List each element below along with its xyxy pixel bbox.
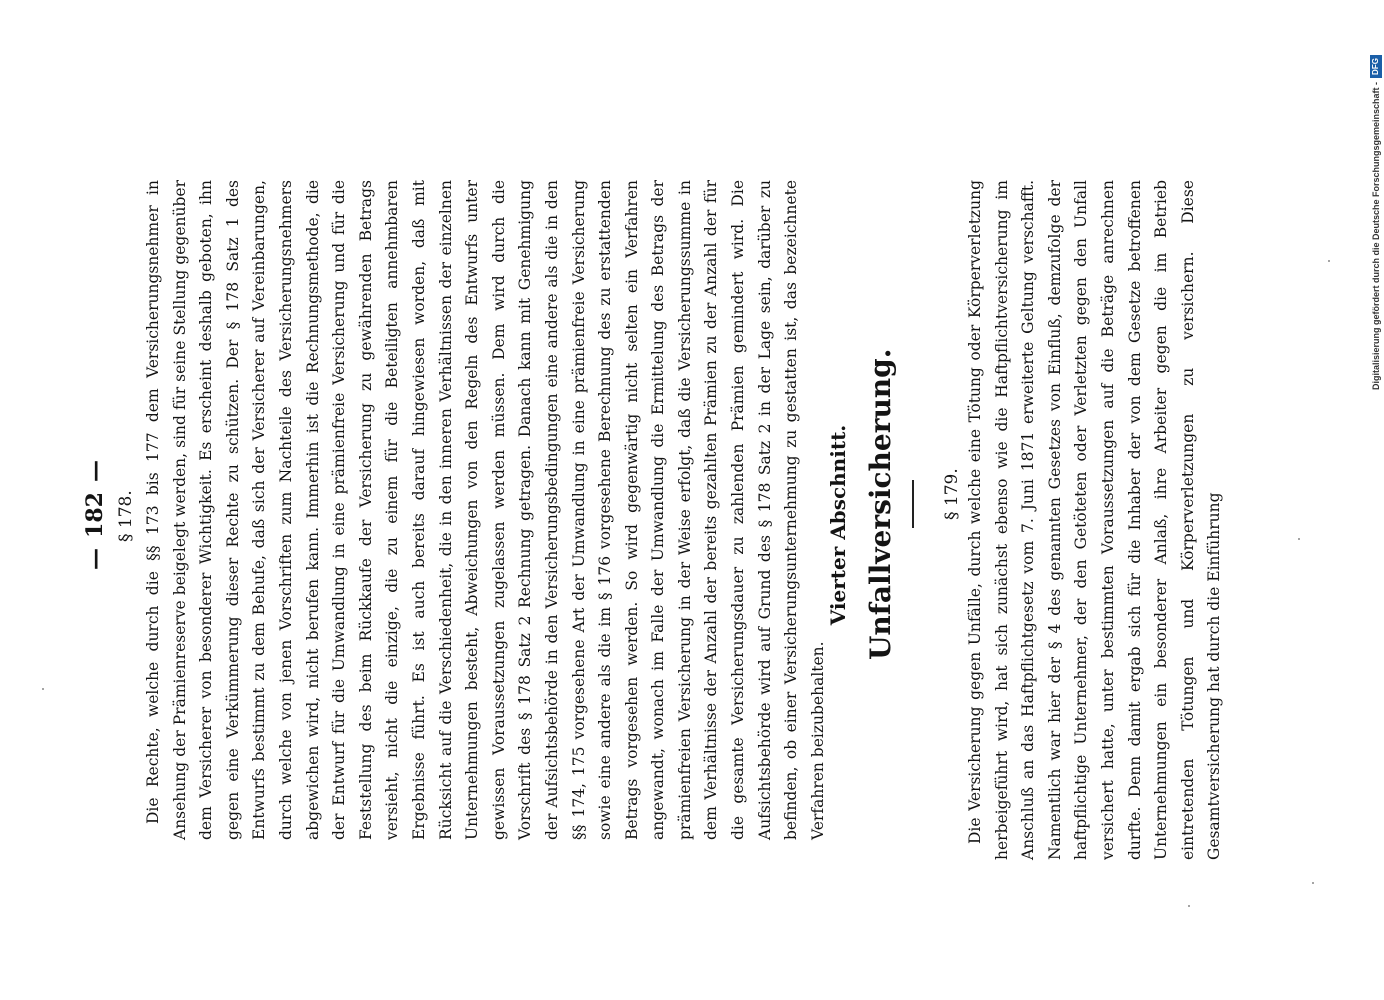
- running-header: [78, 460, 112, 570]
- page-number: 182: [82, 492, 108, 538]
- scan-speck: [1328, 260, 1330, 262]
- section-178-heading: § 178.: [116, 490, 136, 542]
- chapter-title: Unfallversicherung.: [864, 348, 897, 660]
- digitization-credit: [1368, 10, 1384, 390]
- section-179-heading: § 179.: [942, 468, 962, 520]
- section-179-body: [962, 180, 1224, 860]
- scan-speck: [1312, 882, 1314, 884]
- dfg-logo: DFG: [1370, 55, 1382, 78]
- scan-speck: [42, 688, 44, 690]
- header-dash-right: —: [82, 460, 108, 482]
- divider-rule: [912, 480, 914, 528]
- section-178-paragraph: Die Rechte, welche durch die §§ 173 bis 177 dem Versicherungsnehmer in Ansehung der Prämienreserve beigelegt werden, sind für seine Stellung gegenüber dem Versicherer von besonderer Wichtigkeit. Es erscheint deshalb geboten, ihn gegen eine Verkümmerung dieser Rechte zu schützen. Der § 178 Satz 1 des Entwurfs bestimmt zu dem Behufe, daß sich der Versicherer auf Vereinbarungen, durch welche von jenen Vorschriften zum Nachteile des Versicherungsnehmers abgewichen wird, nicht berufen kann. Immerhin ist die Rechnungsmethode, die der Entwurf für die Umwandlung in eine prämienfreie Versicherung und für die Feststellung des beim Rückkaufe der Versicherung zu gewährenden Betrags versieht, nicht die einzige, die zu einem für die Beteiligten annehmbaren Ergebnisse führt. Es ist auch bereits darauf hingewiesen worden, daß mit Rücksicht auf die Verschiedenheit, die in den inneren Verhältnissen der einzelnen Unternehmungen besteht, Abweichungen von den Regeln des Entwurfs unter gewissen Voraussetzungen zugelassen werden müssen. Dem wird durch die Vorschrift des § 178 Satz 2 Rechnung getragen. Danach kann mit Genehmigung der Aufsichtsbehörde in den Versicherungsbedingungen eine andere als die in den §§ 174, 175 vorgesehene Art der Umwandlung in eine prämienfreie Versicherung sowie eine andere als die im § 176 vorgesehene Berechnung des zu erstattenden Betrags vorgesehen werden. So wird gegenwärtig nicht selten ein Verfahren angewandt, wonach im Falle der Umwandlung die Ermittelung des Betrags der prämienfreien Versicherung in der Weise erfolgt, daß die Versicherungssumme in dem Verhältnisse der Anzahl der bereits gezahlten Prämien zu der Anzahl der für die gesamte Versicherungsdauer zu zahlenden Prämien gemindert wird. Die Aufsichtsbehörde wird auf Grund des § 178 Satz 2 in der Lage sein, darüber zu befinden, ob einer Versicherungsunternehmung zu gestatten ist, das bezeichnete Verfahren beizubehalten.: [144, 180, 827, 840]
- section-179-paragraph: Die Versicherung gegen Unfälle, durch welche eine Tötung oder Körperverletzung herbeigeführt wird, hat sich zunächst ebenso wie die Haftpflichtversicherung im Anschluß an das Haftpflichtgesetz vom 7. Juni 1871 erweiterte Geltung verschafft. Namentlich war hier der § 4 des genannten Gesetzes von Einfluß, demzufolge der haftpflichtige Unternehmer, der den Getöteten oder Verletzten gegen den Unfall versichert hatte, unter bestimmten Voraussetzungen auf die Beträge anrechnen durfte. Denn damit ergab sich für die Inhaber der von dem Gesetze betroffenen Unternehmungen ein besonderer Anlaß, ihre Arbeiter gegen die im Betrieb eintretenden Tötungen und Körperverletzungen zu versichern. Diese Gesamtversicherung hat durch die Einführung: [966, 180, 1224, 860]
- scan-speck: [1188, 905, 1190, 907]
- scan-speck: [1298, 538, 1300, 540]
- chapter-label: Vierter Abschnitt.: [826, 424, 850, 626]
- section-178-body: [140, 180, 827, 840]
- header-dash-left: —: [82, 548, 108, 570]
- credit-text: Digitalisierung gefördert durch die Deutsche Forschungsgemeinschaft -: [1371, 81, 1381, 390]
